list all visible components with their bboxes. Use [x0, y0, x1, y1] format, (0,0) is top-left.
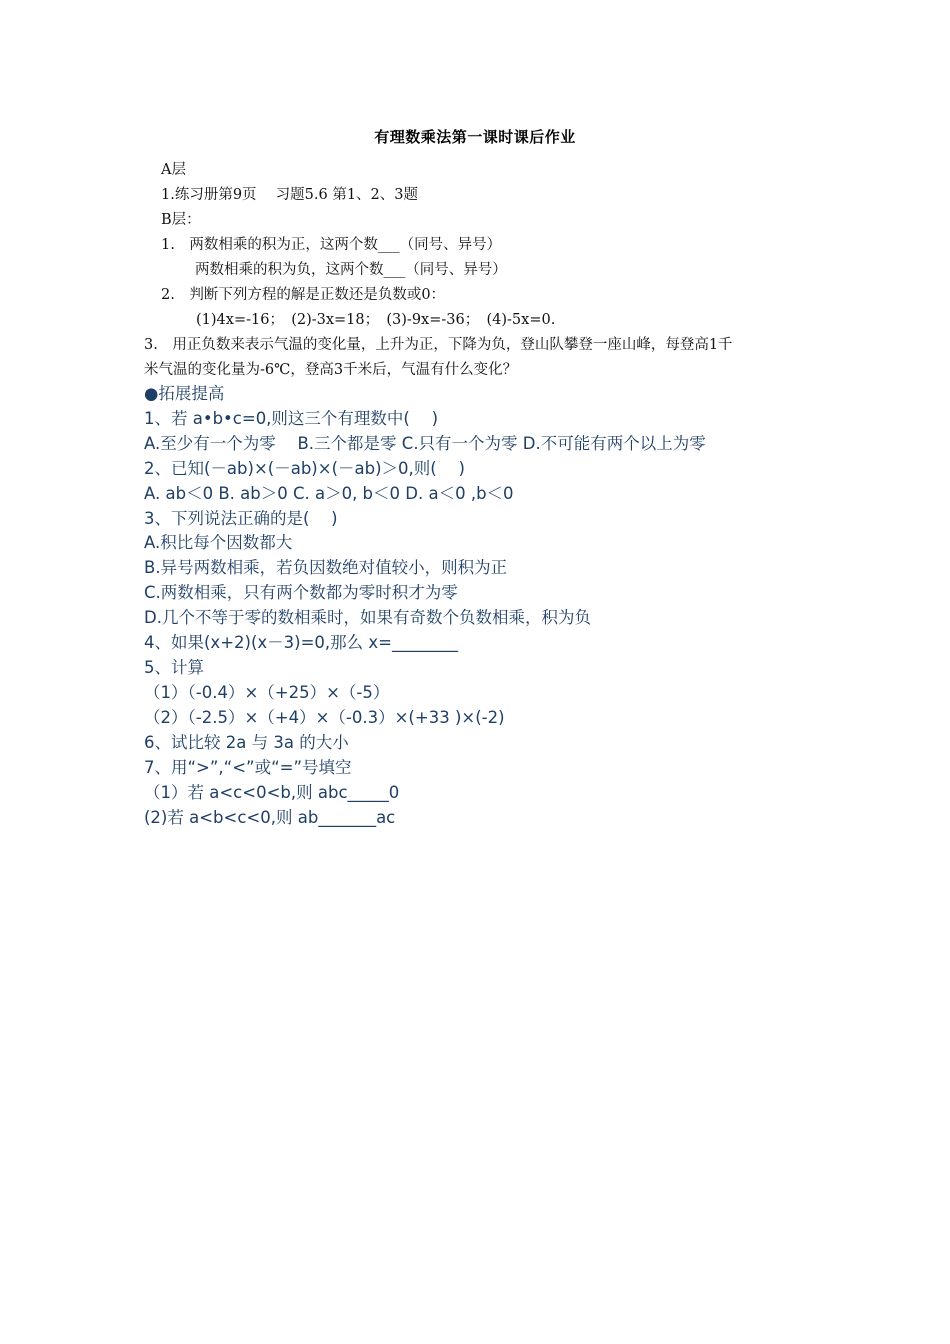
extension-line: 6、试比较 2a 与 3a 的大小: [144, 733, 349, 752]
b-level-question-1a: 1. 两数相乘的积为正，这两个数___（同号、异号）: [161, 237, 502, 253]
extension-line: D.几个不等于零的数相乘时，如果有奇数个负数相乘，积为负: [144, 608, 591, 627]
extension-line: A. ab＜0 B. ab＞0 C. a＞0, b＜0 D. a＜0 ,b＜0: [144, 484, 514, 503]
b-level-heading: B层：: [161, 212, 201, 228]
extension-line: 3、下列说法正确的是( ): [144, 509, 338, 528]
b-level-question-3b: 米气温的变化量为-6℃，登高3千米后，气温有什么变化？: [144, 362, 518, 378]
page-title: 有理数乘法第一课时课后作业: [374, 128, 576, 146]
extension-line: 5、计算: [144, 658, 204, 677]
extension-line: （2）（-2.5）×（+4）×（-0.3）×(+33 )×(-2): [144, 708, 505, 727]
extension-line: A.至少有一个为零 B.三个都是零 C.只有一个为零 D.不可能有两个以上为零: [144, 434, 706, 453]
extension-line: （1）若 a<c<0<b,则 abc_____0: [144, 783, 400, 802]
extension-heading: ●拓展提高: [144, 384, 225, 403]
b-level-question-2: 2. 判断下列方程的解是正数还是负数或0：: [161, 287, 446, 303]
extension-line: 1、若 a•b•c=0,则这三个有理数中( ): [144, 409, 439, 428]
a-level-question-1: 1.练习册第9页 习题5.6 第1、2、3题: [161, 187, 419, 203]
b-level-question-2-items: (1)4x=-16； (2)-3x=18； (3)-9x=-36； (4)-5x=0.: [196, 312, 556, 328]
extension-line: 4、如果(x+2)(x－3)=0,那么 x=________: [144, 633, 458, 652]
extension-line: C.两数相乘，只有两个数都为零时积才为零: [144, 583, 458, 602]
a-level-heading: A层: [161, 162, 186, 178]
extension-line: (2)若 a<b<c<0,则 ab_______ac: [144, 808, 396, 827]
extension-line: A.积比每个因数都大: [144, 533, 293, 552]
extension-line: 2、已知(－ab)×(－ab)×(－ab)＞0,则( ): [144, 459, 465, 478]
b-level-question-3a: 3. 用正负数来表示气温的变化量，上升为正，下降为负，登山队攀登一座山峰，每登高1千: [144, 337, 733, 353]
extension-line: B.异号两数相乘，若负因数绝对值较小，则积为正: [144, 558, 508, 577]
extension-line: （1）（-0.4）×（+25）×（-5）: [144, 683, 390, 702]
extension-line: 7、用“>”,“<”或“=”号填空: [144, 758, 352, 777]
b-level-question-1b: 两数相乘的积为负，这两个数___（同号、异号）: [195, 262, 507, 278]
